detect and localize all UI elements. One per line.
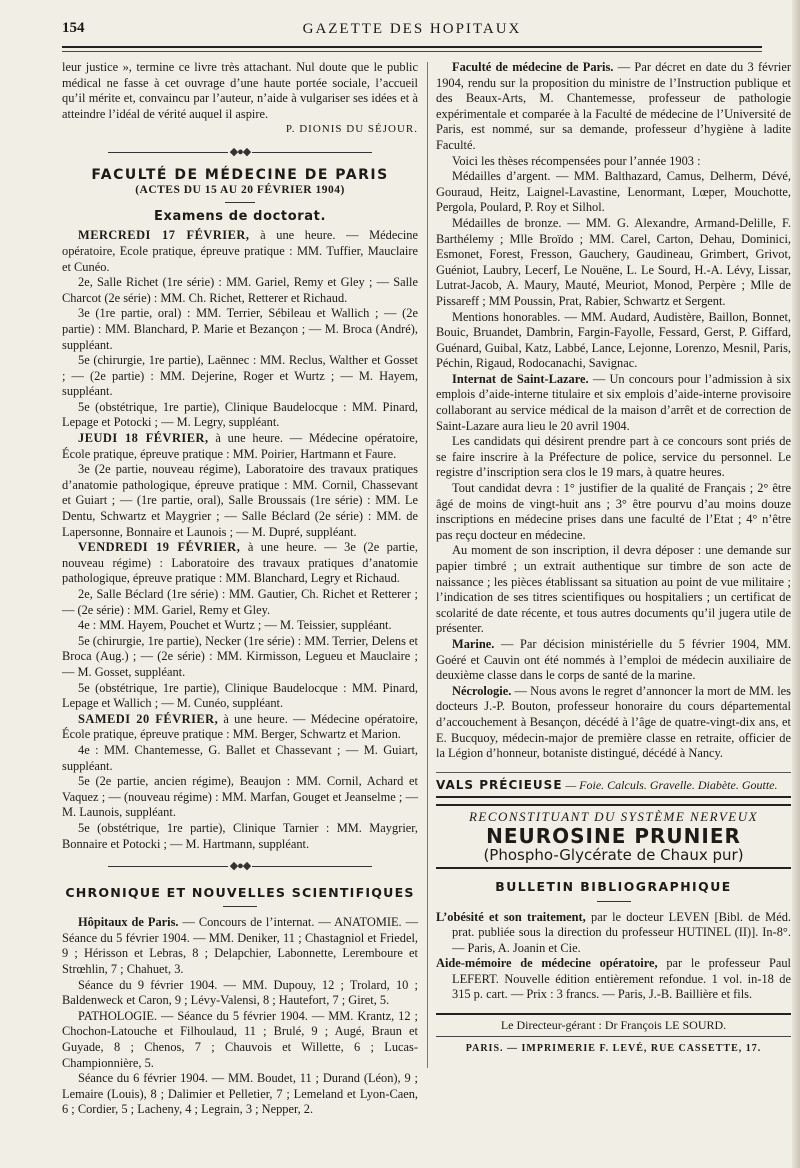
exam-paragraph: 5e (chirurgie, 1re partie), Laënnec : MM. Reclus, Walther et Gosset ; — (2e partie) : MM. Dejerine, Roger et Wurtz ; — M. Hayem, suppléant. <box>62 353 418 399</box>
exam-paragraph: 5e (obstétrique, 1re partie), Clinique Baudelocque : MM. Pinard, Lepage et Potocki ; — M. Legry, suppléant. <box>62 399 418 430</box>
bibliography-entry: L’obésité et son traitement, par le docteur LEVEN [Bibl. de Méd. prat. publiée sous la direction du professeur HUTINEL (II)]. In-8°. — Paris, A. Joanin et Cie. <box>436 909 791 955</box>
page-edge-shadow <box>792 0 800 1168</box>
column-divider <box>427 62 428 1068</box>
vals-advert <box>436 772 791 799</box>
page-number: 154 <box>62 20 85 36</box>
exam-paragraph: 4e : MM. Hayem, Pouchet et Wurtz ; — M. Teissier, suppléant. <box>78 618 392 633</box>
vals-name: VALS PRÉCIEUSE <box>436 777 563 792</box>
exam-day: VENDREDI 19 FÉVRIER, <box>78 540 241 555</box>
news-paragraph: Médailles d’argent. — MM. Balthazard, Camus, Delherm, Dévé, Gouraud, Heitz, Laignel-Lavastine, Lenormant, Lœper, Mouchotte, Pergola, Poulard, P. Roy et Silhol. <box>436 169 791 215</box>
news-paragraph: Nécrologie. — Nous avons le regret d’annoncer la mort de MM. les docteurs J.-P. Bouton, professeur honoraire du cours départemental d’accouchement à Besançon, décédé à l’âge de quatre-vingt-dix ans, et E. Bucquoy, médecin-major de première classe en retraite, officier de la Légion d’honneur, botaniste distingué, décédé à Nancy. <box>436 683 791 761</box>
exam-paragraph: 4e : MM. Chantemesse, G. Ballet et Chassevant ; — M. Guiart, suppléant. <box>62 742 418 773</box>
header-rule-thin <box>62 51 762 52</box>
printer-line: PARIS. — IMPRIMERIE F. LEVÉ, RUE CASSETTE, 17. <box>465 1042 762 1054</box>
news-lead: Faculté de médecine de Paris. <box>452 60 614 74</box>
review-signature: P. DIONIS DU SÉJOUR. <box>285 123 418 136</box>
ornament-divider: ◆●◆ <box>62 145 418 161</box>
exam-paragraph: 2e, Salle Richet (1re série) : MM. Gariel, Remy et Gley ; — Salle Charcot (2e série) : MM. Ch. Richet, Retterer et Richaud. <box>62 275 418 305</box>
right-column <box>436 60 791 1056</box>
ornament-divider: ◆●◆ <box>62 859 418 875</box>
news-paragraph: Tout candidat devra : 1° justifier de la qualité de Français ; 2° être âgé de moins de vingt-huit ans ; 3° être pourvu d’au moins douze inscriptions en médecine prises dans une faculté de l’Etat ; 4° n’être pas reçu docteur en médecine. <box>436 481 791 542</box>
exam-paragraph: VENDREDI 19 FÉVRIER, à une heure. — 3e (2e partie, nouveau régime) : Laboratoire des travaux pratiques d’anatomie pathologique, épreuve pratique : MM. Blanchard, Legry et Richaud. <box>62 540 418 586</box>
exam-paragraph: JEUDI 18 FÉVRIER, à une heure. — Médecine opératoire, École pratique, épreuve pratique : MM. Poirier, Hartmann et Faure. <box>62 431 418 461</box>
news-lead: Internat de Saint-Lazare. <box>452 371 589 386</box>
bibliography-entry: Aide-mémoire de médecine opératoire, par le professeur Paul LEFERT. Nouvelle édition entièrement refondue. 1 vol. in-18 de 315 p. cart. — Prix : 3 francs. — Paris, J.-B. Baillière et fils. <box>436 956 791 1002</box>
exam-paragraph: 5e (chirurgie, 1re partie), Necker (1re série) : MM. Terrier, Delens et Broca (Aug.) ; — (2e série) : MM. Kirmisson, Legueu et Mauclaire ; — M. Gosset, suppléant. <box>62 633 418 679</box>
exam-paragraph: SAMEDI 20 FÉVRIER, à une heure. — Médecine opératoire, École pratique, épreuve pratique : MM. Berger, Schwartz et Marion. <box>62 711 418 742</box>
exam-paragraph: 5e (obstétrique, 1re partie), Clinique Baudelocque : MM. Pinard, Lepage et Wallich ; — M. Cunéo, suppléant. <box>62 680 418 711</box>
advert-product: NEUROSINE PRUNIER <box>486 823 741 848</box>
short-rule <box>223 906 257 907</box>
news-paragraph: Faculté de médecine de Paris. — Par décret en date du 3 février 1904, rendu sur la proposition du ministre de l’Instruction publique et des Beaux-Arts, M. Chantemesse, professeur de pathologie expérimentale et comparée à la Faculté de médecine de l’Université de Paris, est nommé, sur sa demande, professeur d’hygiène à ladite Faculté. <box>436 60 791 152</box>
exam-day: JEUDI 18 FÉVRIER, <box>78 431 209 446</box>
news-paragraph: Au moment de son inscription, il devra déposer : une demande sur papier timbré ; un extrait authentique sur timbre de son acte de naissance ; les pièces établissant sa situation au point de vue militaire ; l’indication de ses titres scientifiques ou hospitaliers ; un certificat de scolarité de date récente, et tous autres documents qu’il jugera utile de présenter. <box>436 543 791 636</box>
review-ending: leur justice », termine ce livre très attachant. Nul doute que le public médical ne fasse à cet ouvrage d’une haute portée sociale, l’accueil qu’il mérite et, convaincu par l’auteur, n’aide à vulgariser ses idées et à atteindre l’idéal de vérité auquel il aspire. <box>62 60 418 121</box>
exam-day: SAMEDI 20 FÉVRIER, <box>78 711 219 726</box>
exam-paragraph: MERCREDI 17 FÉVRIER, à une heure. — Médecine opératoire, Ecole pratique, épreuve pratique : MM. Tuffier, Mauclaire et Cunéo. <box>62 228 418 274</box>
page-header <box>62 20 762 46</box>
short-rule <box>597 901 631 902</box>
news-lead: Hôpitaux de Paris. <box>78 915 179 930</box>
exam-paragraph: 3e (2e partie, nouveau régime), Laboratoire des travaux pratiques d’anatomie pathologique, épreuve pratique : MM. Cornil, Chassevant et Guiart ; — (1re partie, oral), Salle Broussais (1re série) : MM. Le Dentu, Schwartz et Maygrier ; — Salle Béclard (2e série) : MM. de Lapersonne, Bonnaire et Launois ; — M. Dupré, suppléant. <box>62 462 418 539</box>
running-title: GAZETTE DES HOPITAUX <box>302 21 522 37</box>
header-rule <box>62 46 762 48</box>
news-paragraph: Mentions honorables. — MM. Audard, Audistère, Baillon, Bonnet, Bouic, Bruandet, Dambrin, Fargin-Fayolle, Fessard, Gerst, P. Giffard, Guénard, Guibal, Katz, Labbé, Lance, Lejonne, Lorenzo, Mesnil, Paris, Péchin, Rigaud, Rodocanachi, Savignac. <box>436 309 791 371</box>
news-paragraph: Internat de Saint-Lazare. — Un concours pour l’admission à six emplois d’aide-interne titulaire et six emplois d’aide-interne provisoire collaborant au service médical de la maison d’arrêt et de correction de Saint-Lazare aura lieu le 20 avril 1904. <box>436 371 791 433</box>
news-lead: Nécrologie. <box>452 683 512 698</box>
news-paragraph: PATHOLOGIE. — Séance du 5 février 1904. — MM. Krantz, 12 ; Chochon-Latouche et Filhoulaud, 11 ; Brulé, 9 ; Augé, Braun et Guyade, 8 ; Chenos, 7 ; Chauvois et Willette, 6 ; Lucas-Championnière, 5. <box>62 1008 418 1070</box>
director-line: Le Directeur-gérant : Dr François LE SOURD. <box>436 1013 791 1037</box>
vals-text: — Foie. Calculs. Gravelle. Diabète. Goutte. <box>562 777 778 792</box>
exam-paragraph: 2e, Salle Béclard (1re série) : MM. Gautier, Ch. Richet et Retterer ; — (2e série) : MM. Gariel, Remy et Gley. <box>62 587 418 617</box>
exam-day: MERCREDI 17 FÉVRIER, <box>78 228 250 243</box>
news-paragraph: Les candidats qui désirent prendre part à ce concours sont priés de se faire inscrire à la Préfecture de police, service du personnel. Le registre d’inscription sera clos le 19 mars, à quatre heures. <box>436 434 791 480</box>
neurosine-advert <box>436 804 791 869</box>
chronicle-heading: CHRONIQUE ET NOUVELLES SCIENTIFIQUES <box>65 884 415 900</box>
advert-tagline: RECONSTITUANT DU SYSTÈME NERVEUX <box>468 809 759 825</box>
news-paragraph: Médailles de bronze. — MM. G. Alexandre, Armand-Delille, F. Barthélemy ; Mlle Broïdo ; MM. Carel, Carton, Dehau, Dominici, Esmonet, Forest, Fresson, Gauchery, Gaudineau, Grimbert, Grivot, Guéniot, Laubry, Lecerf, Le Nouëne, L. Le Sourd, H.-A. Lévy, Lissar, Lutrat-Jacob, A. Maury, Mauté, Meuriot, Monod, Perpère ; Mlle de Pissareff ; MM Poussin, Prat, Rabier, Schwartz et Sergent. <box>436 215 791 308</box>
news-paragraph: Voici les thèses récompensées pour l’année 1903 : <box>452 153 701 168</box>
faculty-subheading: (ACTES DU 15 AU 20 FÉVRIER 1904) <box>135 184 345 197</box>
news-paragraph: Séance du 6 février 1904. — MM. Boudet, 11 ; Durand (Léon), 9 ; Lemaire (Louis), 8 ; Dalimier et Pelletier, 7 ; Lemeland et Lyon-Caen, 6 ; Cordier, 5 ; Lacheny, 4 ; Legrain, 3 ; Nepper, 2. <box>62 1071 418 1117</box>
news-paragraph: Marine. — Par décision ministérielle du 5 février 1904, MM. Goéré et Cauvin ont été nommés à l’emploi de médecin auxiliaire de deuxième classe dans le corps de santé de la marine. <box>436 636 791 683</box>
left-column <box>62 60 418 1118</box>
news-paragraph: Hôpitaux de Paris. — Concours de l’internat. — ANATOMIE. — Séance du 5 février 1904. — MM. Deniker, 11 ; Chastagniol et Friedel, 9 ; Hérisson et Lebras, 8 ; Delapchier, Labonnette, Leremboure et Strœhlin, 7 ; Chahuet, 3. <box>62 915 418 977</box>
faculty-heading: FACULTÉ DE MÉDECINE DE PARIS <box>91 166 389 183</box>
short-rule <box>225 202 255 203</box>
bibliography-heading: BULLETIN BIBLIOGRAPHIQUE <box>495 878 732 894</box>
news-lead: Marine. <box>452 636 495 651</box>
exam-paragraph: 5e (obstétrique, 1re partie), Clinique Tarnier : MM. Maygrier, Bonnaire et Potocki ; — M. Hartmann, suppléant. <box>62 820 418 851</box>
news-paragraph: Séance du 9 février 1904. — MM. Dupouy, 12 ; Trolard, 10 ; Baldenweck et Caron, 9 ; Lévy-Valensi, 8 ; Hautefort, 7 ; Giret, 5. <box>62 977 418 1008</box>
exams-heading: Examens de doctorat. <box>154 208 326 224</box>
advert-formula: (Phospho-Glycérate de Chaux pur) <box>483 845 744 864</box>
exam-paragraph: 3e (1re partie, oral) : MM. Terrier, Sébileau et Wallich ; — (2e partie) : MM. Blanchard, P. Marie et Bezançon ; — M. Broca (André), suppléant. <box>62 306 418 352</box>
exam-paragraph: 5e (2e partie, ancien régime), Beaujon : MM. Cornil, Achard et Vaquez ; — (nouveau régime) : MM. Marfan, Gouget et Jeanselme ; — M. Launois, suppléant. <box>62 774 418 820</box>
